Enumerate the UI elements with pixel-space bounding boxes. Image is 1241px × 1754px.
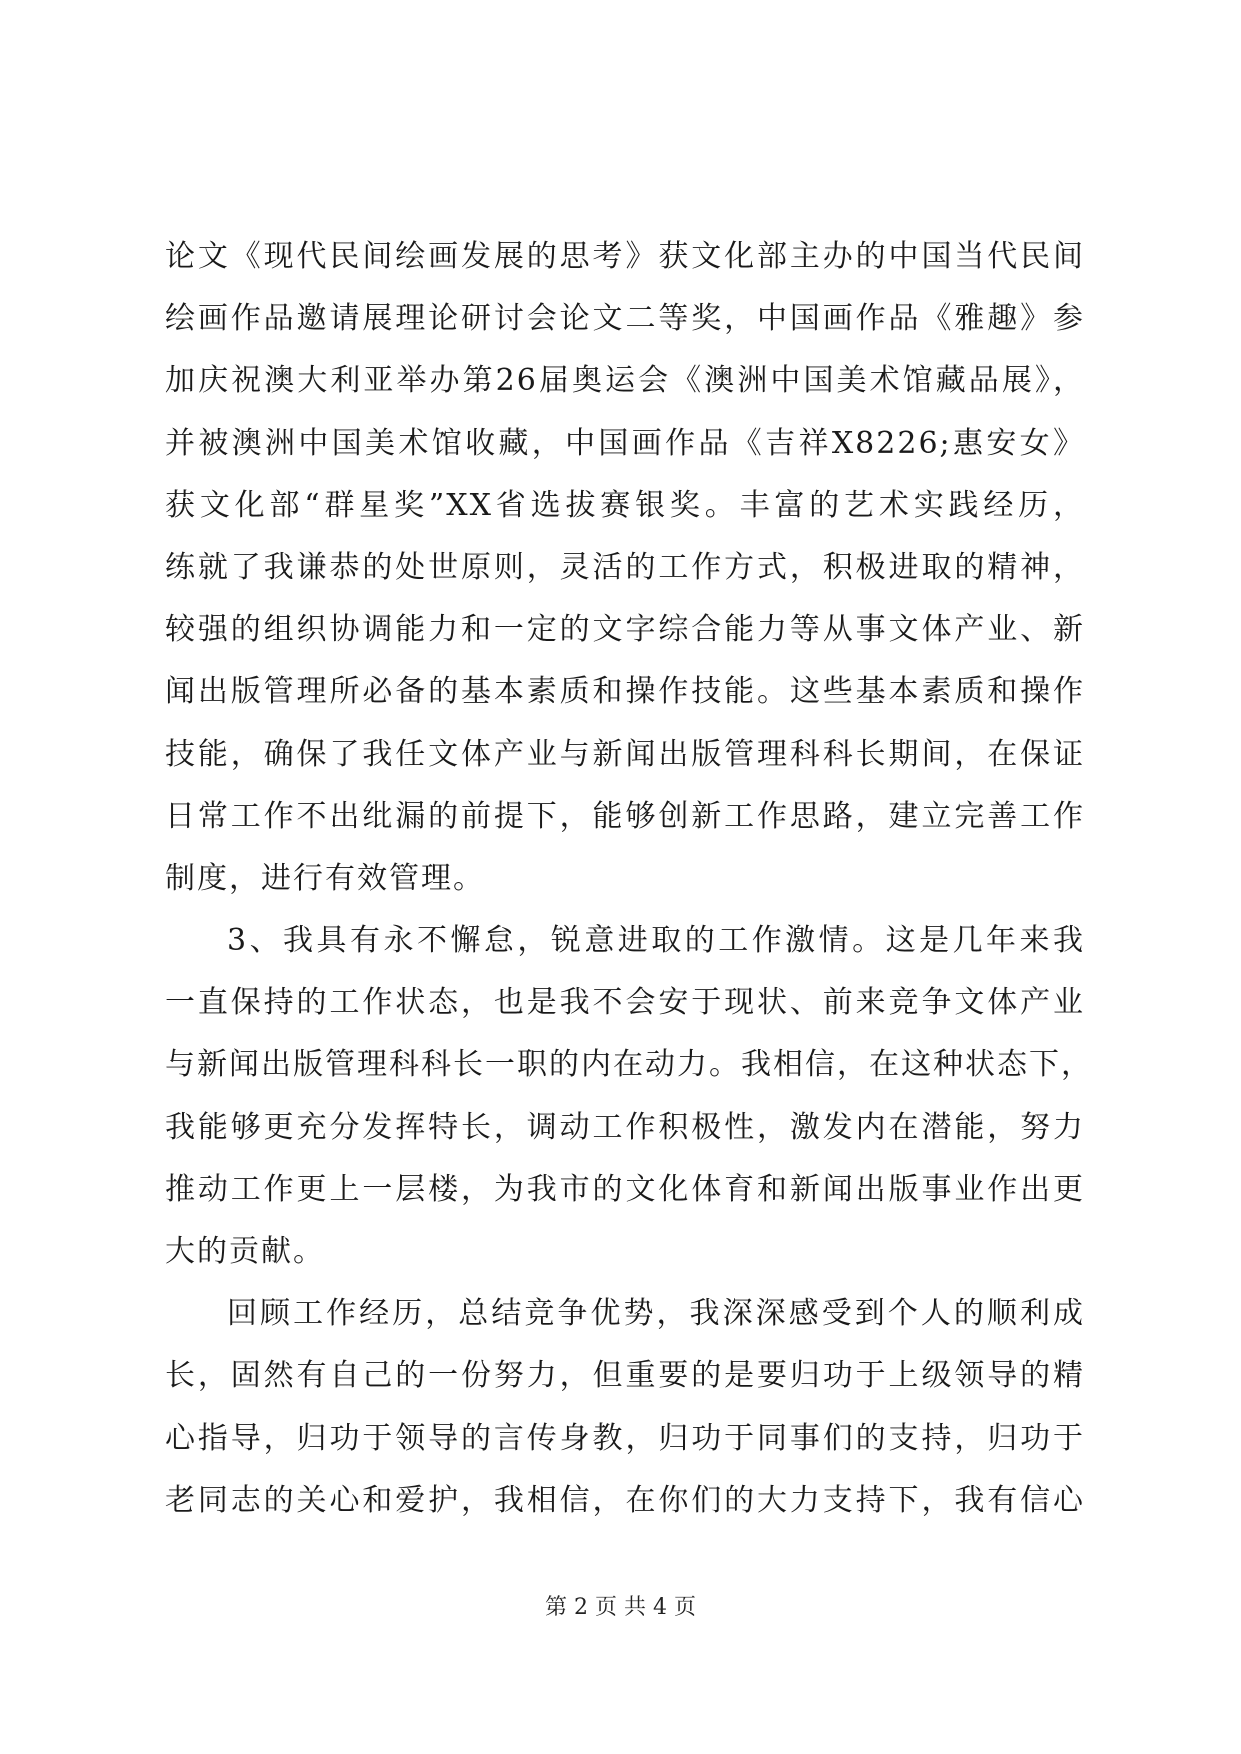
text-line: 绘画作品邀请展理论研讨会论文二等奖，中国画作品《雅趣》参 xyxy=(165,301,1085,337)
text-line: 老同志的关心和爱护，我相信，在你们的大力支持下，我有信心 xyxy=(165,1482,1085,1518)
text-line: 闻出版管理所必备的基本素质和操作技能。这些基本素质和操作 xyxy=(165,674,1085,710)
text-line: 技能，确保了我任文体产业与新闻出版管理科科长期间，在保证 xyxy=(165,736,1085,772)
paragraph-start-line: 3、我具有永不懈怠，锐意进取的工作激情。这是几年来我 xyxy=(227,923,1085,959)
text-line: 制度，进行有效管理。 xyxy=(165,860,485,896)
text-line: 日常工作不出纰漏的前提下，能够创新工作思路，建立完善工作 xyxy=(165,798,1085,834)
text-line: 推动工作更上一层楼，为我市的文化体育和新闻出版事业作出更 xyxy=(165,1171,1085,1207)
text-line: 并被澳洲中国美术馆收藏，中国画作品《吉祥X8226;惠安女》 xyxy=(165,425,1085,461)
text-line: 获文化部“群星奖”XX省选拔赛银奖。丰富的艺术实践经历， xyxy=(165,487,1085,523)
text-line: 与新闻出版管理科科长一职的内在动力。我相信，在这种状态下， xyxy=(165,1047,1093,1083)
page-number-footer: 第 2 页 共 4 页 xyxy=(545,1595,696,1620)
text-line: 一直保持的工作状态，也是我不会安于现状、前来竞争文体产业 xyxy=(165,985,1085,1021)
text-line: 练就了我谦恭的处世原则，灵活的工作方式，积极进取的精神， xyxy=(165,549,1085,585)
body-text xyxy=(165,226,1093,1532)
text-line: 心指导，归功于领导的言传身教，归功于同事们的支持，归功于 xyxy=(165,1420,1085,1456)
text-line: 论文《现代民间绘画发展的思考》获文化部主办的中国当代民间 xyxy=(165,239,1085,274)
text-line: 较强的组织协调能力和一定的文字综合能力等从事文体产业、新 xyxy=(165,612,1085,648)
text-line: 大的贡献。 xyxy=(165,1234,325,1269)
paragraph-start-line: 回顾工作经历，总结竞争优势，我深深感受到个人的顺利成 xyxy=(227,1296,1085,1332)
text-line: 长，固然有自己的一份努力，但重要的是要归功于上级领导的精 xyxy=(165,1358,1085,1394)
text-line: 加庆祝澳大利亚举办第26届奥运会《澳洲中国美术馆藏品展》， xyxy=(165,363,1085,399)
text-line: 我能够更充分发挥特长，调动工作积极性，激发内在潜能，努力 xyxy=(165,1109,1085,1145)
